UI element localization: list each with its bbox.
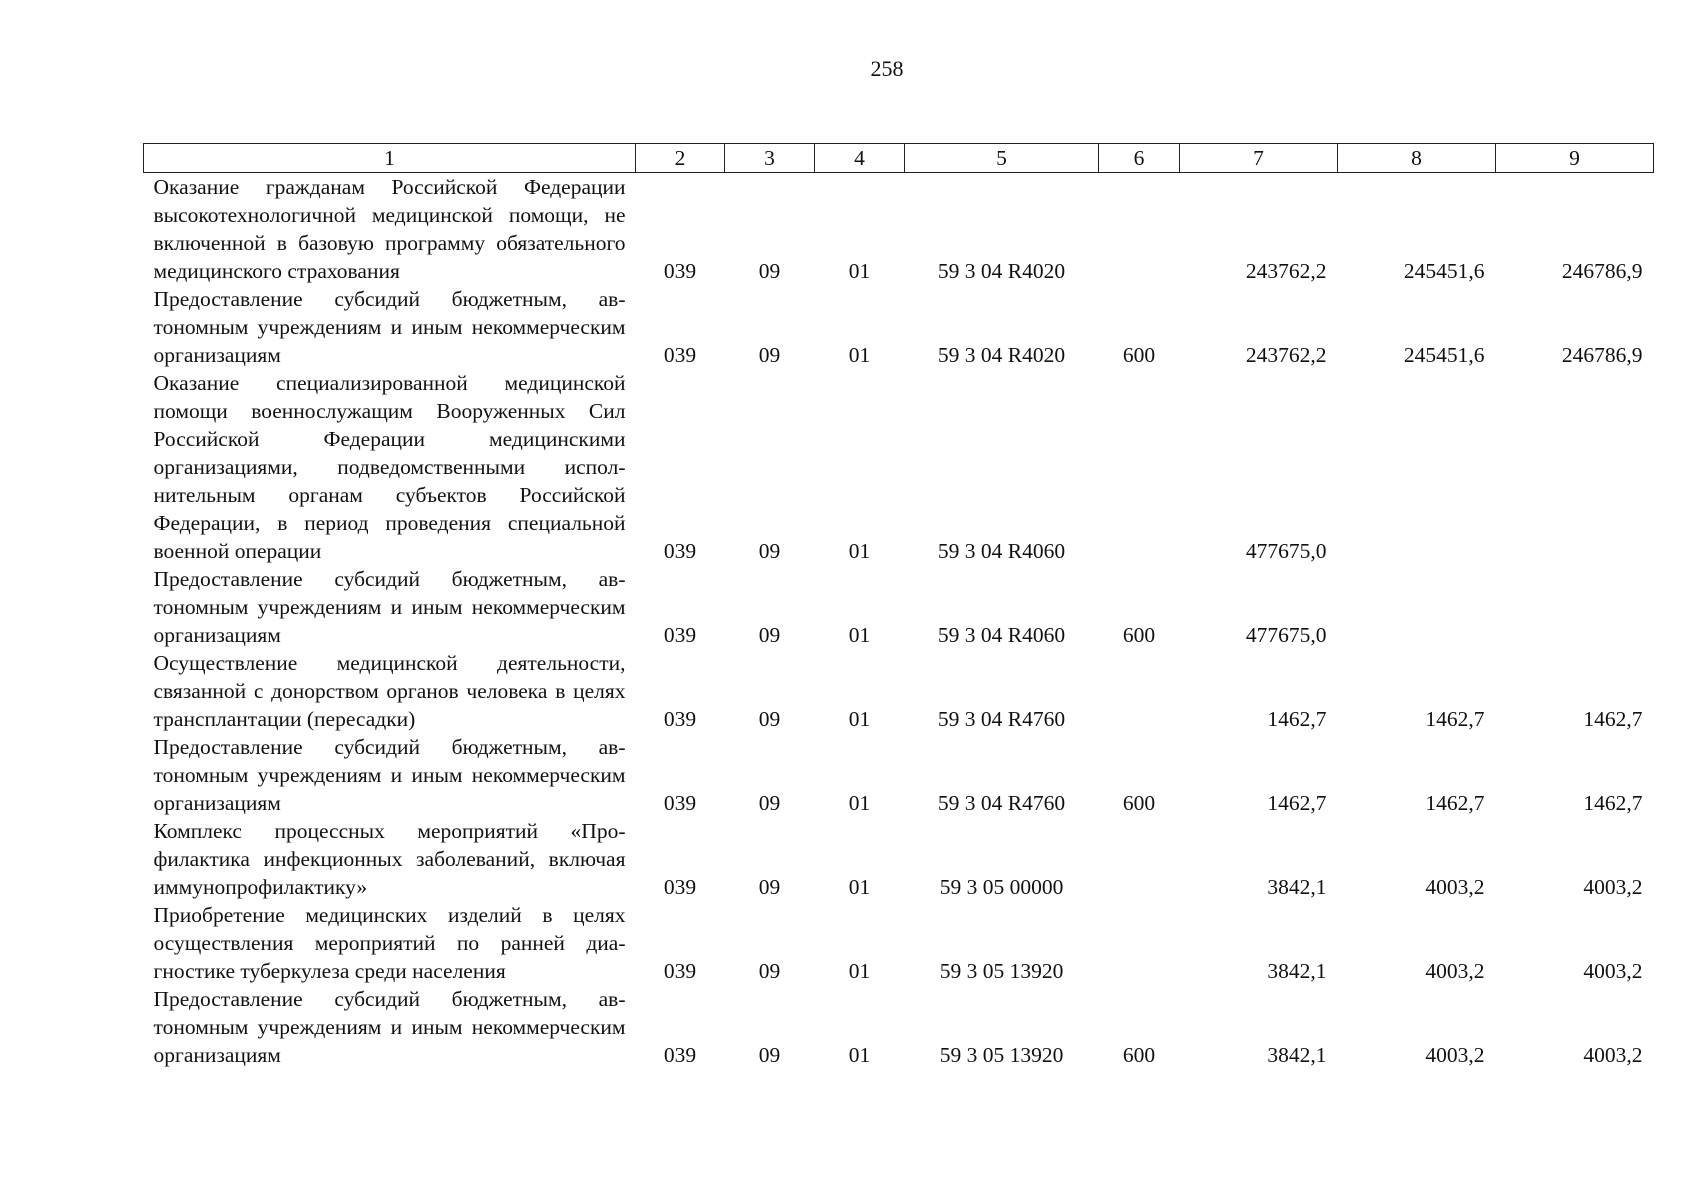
column-header-3: 3 — [725, 144, 815, 173]
amount-year-2: 1462,7 — [1425, 707, 1485, 731]
expense-type-code: 600 — [1122, 343, 1156, 367]
table-row — [144, 817, 1654, 901]
section-code: 09 — [758, 875, 781, 899]
header-row — [144, 144, 1654, 173]
target-article-code: 59 3 05 13920 — [939, 959, 1064, 983]
ministry-code: 039 — [663, 875, 697, 899]
amount-year-2: 4003,2 — [1425, 875, 1485, 899]
amount-year-2 — [1338, 369, 1496, 565]
subsection-code: 01 — [848, 959, 871, 983]
row-name: Предоставление субсидий бюджетным, автономным учреждениям и иным некоммерческим организациям — [153, 567, 626, 647]
target-article-code: 59 3 05 13920 — [939, 1043, 1064, 1067]
amount-year-3: 4003,2 — [1583, 875, 1643, 899]
expense-type-code — [1099, 369, 1180, 565]
row-name: Комплекс процессных мероприятий «Профилактика инфекционных заболеваний, включая иммунопрофилактику» — [153, 819, 626, 899]
section-code: 09 — [758, 959, 781, 983]
amount-year-3: 1462,7 — [1583, 791, 1643, 815]
ministry-code: 039 — [663, 791, 697, 815]
amount-year-2: 245451,6 — [1403, 259, 1485, 283]
column-header-2: 2 — [636, 144, 725, 173]
column-header-4: 4 — [815, 144, 905, 173]
table-row — [144, 369, 1654, 565]
subsection-code: 01 — [848, 259, 871, 283]
column-header-1: 1 — [144, 144, 636, 173]
target-article-code: 59 3 04 R4020 — [937, 259, 1066, 283]
target-article-code: 59 3 05 00000 — [939, 875, 1064, 899]
target-article-code: 59 3 04 R4760 — [937, 791, 1066, 815]
row-name: Оказание специализированной медицинской помощи военнослужащим Вооруженных Сил Российской Федерации медицинскими организациями, подведомственными исполнительным органам субъектов Российской Федерации, в период проведения специальной военной операции — [153, 371, 626, 563]
row-name: Приобретение медицинских изделий в целях осуществления мероприятий по ранней диагностике туберкулеза среди населения — [153, 903, 626, 983]
row-name: Предоставление субсидий бюджетным, автономным учреждениям и иным некоммерческим организациям — [153, 735, 626, 815]
target-article-code: 59 3 04 R4060 — [937, 623, 1066, 647]
amount-year-3: 246786,9 — [1561, 343, 1643, 367]
column-header-9: 9 — [1496, 144, 1654, 173]
ministry-code: 039 — [663, 259, 697, 283]
ministry-code: 039 — [663, 1043, 697, 1067]
amount-year-3 — [1496, 565, 1654, 649]
ministry-code: 039 — [663, 539, 697, 563]
amount-year-2: 4003,2 — [1425, 959, 1485, 983]
subsection-code: 01 — [848, 1043, 871, 1067]
target-article-code: 59 3 04 R4020 — [937, 343, 1066, 367]
amount-year-2 — [1338, 565, 1496, 649]
amount-year-3 — [1496, 369, 1654, 565]
amount-year-1: 477675,0 — [1245, 539, 1327, 563]
amount-year-2: 4003,2 — [1425, 1043, 1485, 1067]
section-code: 09 — [758, 707, 781, 731]
column-header-5: 5 — [905, 144, 1099, 173]
section-code: 09 — [758, 343, 781, 367]
amount-year-1: 477675,0 — [1245, 623, 1327, 647]
amount-year-1: 3842,1 — [1267, 1043, 1327, 1067]
ministry-code: 039 — [663, 343, 697, 367]
table-row — [144, 649, 1654, 733]
expense-type-code — [1099, 817, 1180, 901]
column-header-7: 7 — [1180, 144, 1338, 173]
ministry-code: 039 — [663, 623, 697, 647]
amount-year-1: 1462,7 — [1267, 791, 1327, 815]
column-header-8: 8 — [1338, 144, 1496, 173]
subsection-code: 01 — [848, 343, 871, 367]
row-name: Осуществление медицинской деятельности, связанной с донорством органов человека в целях трансплантации (пересадки) — [153, 651, 626, 731]
ministry-code: 039 — [663, 959, 697, 983]
section-code: 09 — [758, 1043, 781, 1067]
amount-year-3: 246786,9 — [1561, 259, 1643, 283]
target-article-code: 59 3 04 R4760 — [937, 707, 1066, 731]
amount-year-1: 1462,7 — [1267, 707, 1327, 731]
expense-type-code: 600 — [1122, 623, 1156, 647]
table-row — [144, 733, 1654, 817]
table-row — [144, 565, 1654, 649]
row-name: Оказание гражданам Российской Федерации высокотехнологичной медицинской помощи, не включенной в базовую программу обязательного медицинского страхования — [153, 175, 626, 283]
ministry-code: 039 — [663, 707, 697, 731]
row-name: Предоставление субсидий бюджетным, автономным учреждениям и иным некоммерческим организациям — [153, 987, 626, 1067]
subsection-code: 01 — [848, 791, 871, 815]
amount-year-1: 3842,1 — [1267, 875, 1327, 899]
page-number: 258 — [870, 56, 904, 81]
amount-year-1: 243762,2 — [1245, 343, 1327, 367]
table-row — [144, 901, 1654, 985]
target-article-code: 59 3 04 R4060 — [937, 539, 1066, 563]
section-code: 09 — [758, 791, 781, 815]
expense-type-code — [1099, 901, 1180, 985]
amount-year-1: 3842,1 — [1267, 959, 1327, 983]
subsection-code: 01 — [848, 707, 871, 731]
subsection-code: 01 — [848, 875, 871, 899]
amount-year-2: 245451,6 — [1403, 343, 1485, 367]
expense-type-code: 600 — [1122, 1043, 1156, 1067]
budget-table — [143, 143, 1654, 1069]
section-code: 09 — [758, 259, 781, 283]
expense-type-code: 600 — [1122, 791, 1156, 815]
row-name: Предоставление субсидий бюджетным, автономным учреждениям и иным некоммерческим организациям — [153, 287, 626, 367]
section-code: 09 — [758, 539, 781, 563]
section-code: 09 — [758, 623, 781, 647]
amount-year-3: 1462,7 — [1583, 707, 1643, 731]
subsection-code: 01 — [848, 623, 871, 647]
expense-type-code — [1099, 173, 1180, 286]
amount-year-1: 243762,2 — [1245, 259, 1327, 283]
amount-year-2: 1462,7 — [1425, 791, 1485, 815]
table-row — [144, 285, 1654, 369]
amount-year-3: 4003,2 — [1583, 1043, 1643, 1067]
amount-year-3: 4003,2 — [1583, 959, 1643, 983]
table-row — [144, 173, 1654, 286]
column-header-6: 6 — [1099, 144, 1180, 173]
expense-type-code — [1099, 649, 1180, 733]
subsection-code: 01 — [848, 539, 871, 563]
table-row — [144, 985, 1654, 1069]
